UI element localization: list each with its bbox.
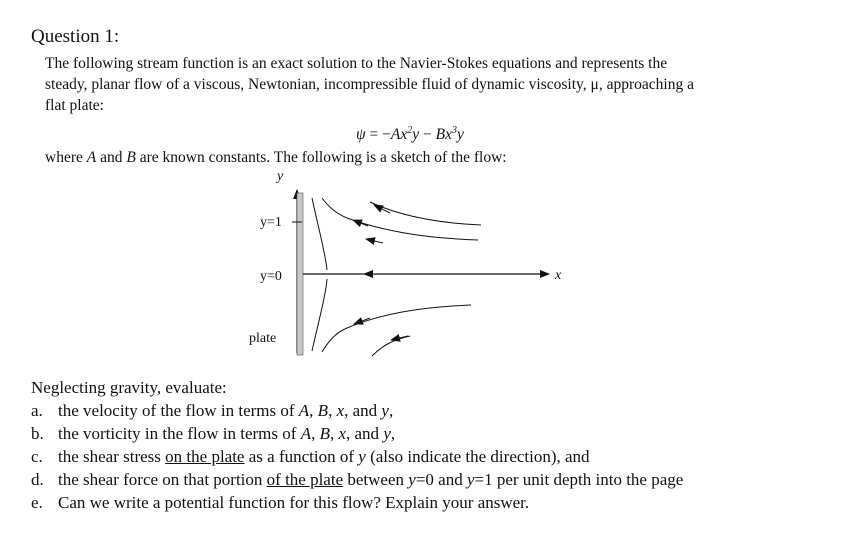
- constants-note: where A and B are known constants. The following is a sketch of the flow:: [45, 149, 507, 166]
- streamline-lower-mid: [322, 305, 471, 352]
- task-e: e. Can we write a potential function for this flow? Explain your answer.: [31, 493, 530, 512]
- intro-line-2: steady, planar flow of a viscous, Newtonian, incompressible fluid of dynamic viscosity, μ, approaching a: [45, 76, 694, 93]
- task-a: a. the velocity of the flow in terms of A, B, x, and y,: [31, 401, 394, 420]
- streamline-upper-outer: [370, 202, 481, 225]
- streamline-lower-inner: [312, 279, 327, 351]
- task-c: c. the shear stress on the plate as a function of y (also indicate the direction), and: [31, 447, 590, 466]
- y0-label: y=0: [260, 269, 282, 284]
- y1-label: y=1: [260, 215, 282, 230]
- intro-line-3: flat plate:: [45, 97, 104, 114]
- arrow-lower-outer: [391, 336, 408, 340]
- intro-line-1: The following stream function is an exact solution to the Navier-Stokes equations and represents the: [45, 55, 668, 72]
- task-b: b. the vorticity in the flow in terms of A, B, x, and y,: [31, 424, 396, 443]
- question-title: Question 1:: [31, 26, 120, 47]
- task-d: d. the shear force on that portion of the plate between y=0 and y=1 per unit depth into the page: [31, 470, 684, 489]
- plate-label: plate: [249, 331, 277, 346]
- arrow-upper-mid: [353, 220, 368, 226]
- tasks-intro: Neglecting gravity, evaluate:: [31, 378, 227, 397]
- streamline-upper-mid: [322, 198, 478, 240]
- x-axis-label: x: [555, 268, 562, 283]
- plate: [297, 193, 303, 355]
- arrow-upper-right: [366, 239, 383, 243]
- streamline-upper-inner: [312, 198, 327, 270]
- stream-function-equation: $\psi = -Ax^2y - Bx^3y$: [356, 125, 464, 144]
- flow-sketch: [240, 168, 570, 363]
- streamline-lower-outer: [372, 336, 410, 356]
- y-axis-label: y: [277, 169, 284, 184]
